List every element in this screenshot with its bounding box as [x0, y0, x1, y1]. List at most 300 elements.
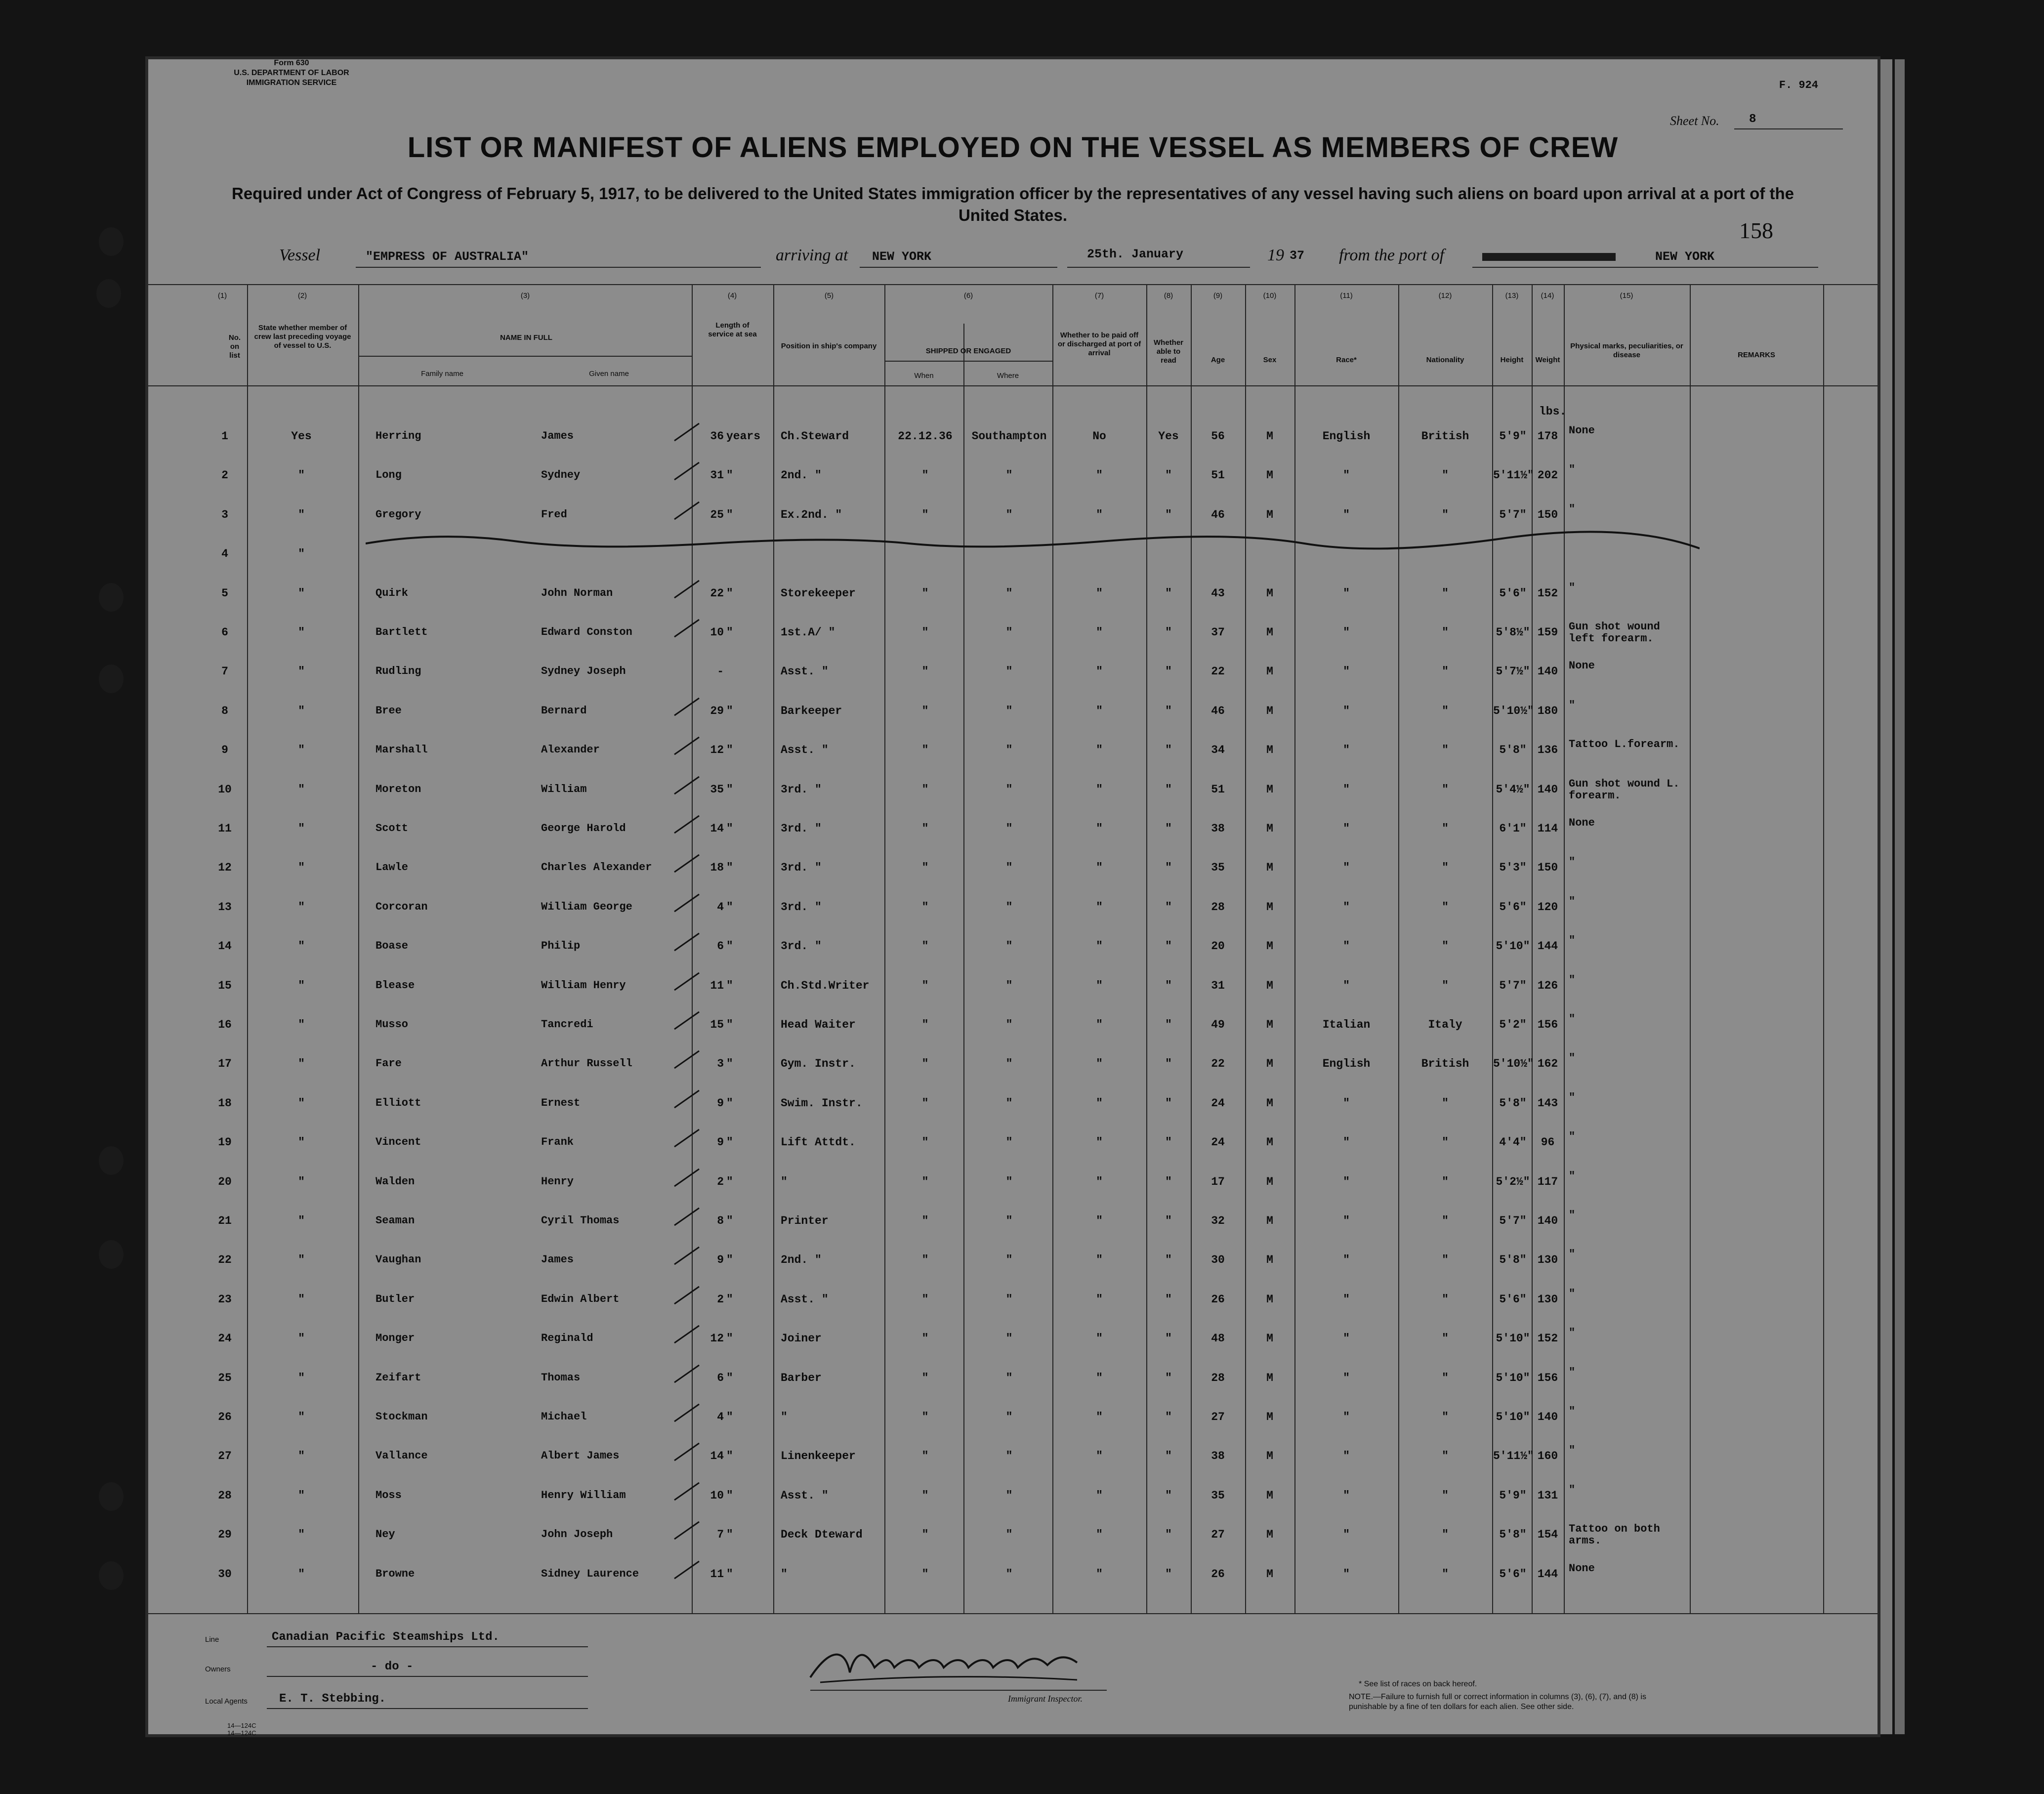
shipped-where-cell: "	[1005, 1293, 1013, 1306]
inspector-signature	[800, 1638, 1107, 1692]
service-cell: 36	[710, 430, 724, 443]
line-underline	[267, 1646, 588, 1647]
shipped-when-cell: "	[921, 469, 929, 482]
state-cell: "	[298, 1136, 305, 1149]
col-number-13: (13)	[1505, 292, 1519, 300]
given-name-cell: Charles Alexander	[541, 861, 652, 874]
row-number: 15	[218, 979, 232, 992]
table-bottom-border	[148, 1613, 1877, 1614]
service-unit-cell: "	[726, 783, 733, 796]
shipped-where-cell: "	[1005, 626, 1013, 639]
race-cell: "	[1343, 1253, 1350, 1267]
state-cell: "	[298, 1096, 305, 1110]
check-mark	[672, 852, 702, 877]
sheet-label: Sheet No.	[1670, 114, 1719, 128]
physical-cell: None	[1569, 1562, 1595, 1575]
row-number: 8	[221, 704, 228, 717]
able-read-cell: "	[1165, 1057, 1172, 1071]
position-cell: 3rd. "	[781, 822, 822, 835]
header-where: Where	[997, 372, 1019, 380]
family-name-cell: Seaman	[375, 1214, 415, 1227]
shipped-when-cell: "	[921, 900, 929, 914]
state-cell: "	[298, 1175, 305, 1188]
given-name-cell: Sidney Laurence	[541, 1567, 639, 1580]
shipped-where-cell: "	[1005, 469, 1013, 482]
given-name-cell: George Harold	[541, 822, 626, 834]
position-cell: Printer	[781, 1214, 829, 1227]
race-cell: "	[1343, 508, 1350, 521]
weight-cell: 117	[1537, 1175, 1558, 1188]
col-number-4: (4)	[727, 292, 737, 300]
header-shipped: SHIPPED OR ENGAGED	[925, 347, 1011, 355]
position-cell: Head Waiter	[781, 1018, 856, 1031]
height-cell: 5'10½"	[1493, 1057, 1534, 1071]
able-read-cell: "	[1165, 1214, 1172, 1227]
service-unit-cell: "	[726, 1528, 733, 1542]
row-number: 29	[218, 1528, 232, 1542]
service: IMMIGRATION SERVICE	[246, 79, 337, 87]
age-cell: 35	[1211, 861, 1225, 875]
check-mark	[672, 774, 702, 799]
state-cell: "	[298, 1253, 305, 1267]
physical-cell: None	[1569, 424, 1595, 437]
service-cell: 10	[710, 626, 724, 639]
service-unit-cell: "	[726, 1450, 733, 1463]
inspector-label: Immigrant Inspector.	[1008, 1694, 1083, 1704]
arrival-date: 25th. January	[1087, 247, 1184, 261]
physical-cell: "	[1569, 1405, 1576, 1418]
given-name-cell: Alexander	[541, 744, 600, 756]
shipped-when-cell: "	[921, 822, 929, 835]
shipped-where-cell: "	[1005, 744, 1013, 757]
service-cell: -	[717, 665, 724, 678]
shipped-where-cell: "	[1005, 1096, 1013, 1110]
shipped-when-cell: "	[921, 744, 929, 757]
nationality-cell: "	[1442, 1567, 1449, 1581]
header-weight: Weight	[1535, 356, 1560, 364]
col-sep	[358, 284, 359, 1613]
state-cell: "	[298, 1528, 305, 1542]
nationality-cell: "	[1442, 665, 1449, 678]
paid-off-cell: "	[1096, 1528, 1103, 1542]
col-sep	[773, 284, 774, 1613]
physical-cell: "	[1569, 1169, 1576, 1182]
height-cell: 5'9"	[1499, 1489, 1527, 1502]
position-cell: Asst. "	[781, 1489, 829, 1502]
height-cell: 5'6"	[1499, 586, 1527, 600]
check-mark	[672, 1284, 702, 1309]
weight-cell: 140	[1537, 1214, 1558, 1227]
row-number: 28	[218, 1489, 232, 1502]
weight-cell: 156	[1537, 1371, 1558, 1384]
race-cell: "	[1343, 783, 1350, 796]
binder-hole	[96, 279, 121, 308]
paid-off-cell: "	[1096, 861, 1103, 875]
service-unit-cell: "	[726, 1057, 733, 1071]
nationality-cell: "	[1442, 1136, 1449, 1149]
height-cell: 5'10"	[1496, 1411, 1530, 1423]
arriving-port: NEW YORK	[872, 250, 932, 264]
state-cell: "	[298, 1018, 305, 1031]
sex-cell: M	[1266, 430, 1273, 443]
shipped-when-cell: "	[921, 1214, 929, 1227]
height-cell: 4'4"	[1499, 1136, 1527, 1149]
family-name-cell: Marshall	[375, 744, 428, 756]
service-unit-cell: "	[726, 1332, 733, 1345]
height-cell: 5'4½"	[1496, 783, 1530, 796]
weight-cell: 160	[1537, 1450, 1558, 1463]
print-code-1: 14—124C	[227, 1722, 256, 1729]
service-cell: 9	[717, 1096, 724, 1110]
state-cell: "	[298, 1214, 305, 1227]
service-unit-cell: "	[726, 940, 733, 953]
given-name-cell: Albert James	[541, 1450, 620, 1462]
check-mark	[672, 1206, 702, 1230]
state-cell: "	[298, 861, 305, 875]
able-read-cell: "	[1165, 586, 1172, 600]
weight-cell: 143	[1537, 1096, 1558, 1110]
paid-off-cell: "	[1096, 626, 1103, 639]
nationality-cell: "	[1442, 586, 1449, 600]
service-cell: 2	[717, 1293, 724, 1306]
paid-off-cell: "	[1096, 1489, 1103, 1502]
check-mark	[672, 1088, 702, 1113]
shipped-when-cell: "	[921, 704, 929, 717]
height-cell: 5'8"	[1499, 1528, 1527, 1542]
sex-cell: M	[1266, 586, 1273, 600]
nationality-cell: "	[1442, 1411, 1449, 1423]
race-cell: "	[1343, 1214, 1350, 1227]
nationality-cell: Italy	[1428, 1018, 1462, 1031]
row-number: 2	[221, 469, 228, 482]
service-unit-cell: "	[726, 1253, 733, 1267]
race-cell: "	[1343, 861, 1350, 875]
weight-cell: 140	[1537, 783, 1558, 796]
weight-cell: 202	[1537, 469, 1558, 482]
sheet-number: 8	[1749, 113, 1756, 126]
paid-off-cell: "	[1096, 665, 1103, 678]
row-number: 11	[218, 822, 232, 835]
shipped-where-cell: "	[1005, 1214, 1013, 1227]
from-port: NEW YORK	[1655, 250, 1715, 264]
race-cell: "	[1343, 704, 1350, 717]
check-mark	[672, 1127, 702, 1152]
service-unit-cell: "	[726, 469, 733, 482]
weight-cell: 131	[1537, 1489, 1558, 1502]
family-name-cell: Vallance	[375, 1450, 428, 1462]
service-cell: 29	[710, 704, 724, 717]
family-name-cell: Fare	[375, 1057, 402, 1070]
given-name-cell: Cyril Thomas	[541, 1214, 620, 1227]
height-cell: 5'7"	[1499, 1214, 1527, 1227]
row-number: 16	[218, 1018, 232, 1031]
binder-hole	[99, 227, 124, 256]
able-read-cell: "	[1165, 665, 1172, 678]
service-cell: 18	[710, 861, 724, 875]
row-number: 4	[221, 547, 228, 561]
race-cell: "	[1343, 900, 1350, 914]
row-number: 24	[218, 1332, 232, 1345]
height-cell: 5'7"	[1499, 979, 1527, 992]
nationality-cell: "	[1442, 1371, 1449, 1384]
paid-off-cell: "	[1096, 586, 1103, 600]
weight-cell: 96	[1541, 1136, 1555, 1149]
service-unit-cell: "	[726, 1214, 733, 1227]
physical-cell: "	[1569, 463, 1576, 476]
able-read-cell: "	[1165, 1332, 1172, 1345]
shipped-when-cell: "	[921, 1057, 929, 1071]
page-title: LIST OR MANIFEST OF ALIENS EMPLOYED ON THE VESSEL AS MEMBERS OF CREW	[407, 131, 1619, 164]
given-name-cell: Henry William	[541, 1489, 626, 1502]
shipped-where-cell: "	[1005, 900, 1013, 914]
line-label: Line	[205, 1635, 219, 1644]
col-number-1: (1)	[217, 292, 227, 300]
physical-cell: "	[1569, 1130, 1576, 1143]
physical-cell: "	[1569, 699, 1576, 711]
service-unit-cell: years	[726, 430, 761, 443]
agents-value: E. T. Stebbing.	[279, 1692, 386, 1706]
physical-cell: "	[1569, 1366, 1576, 1378]
given-name-cell: Thomas	[541, 1371, 581, 1384]
shipped-when-cell: "	[921, 861, 929, 875]
race-note: * See list of races on back hereof.	[1359, 1680, 1477, 1688]
family-name-cell: Long	[375, 469, 402, 482]
height-cell: 5'10½"	[1493, 704, 1534, 717]
family-name-cell: Scott	[375, 822, 409, 834]
nationality-cell: "	[1442, 1489, 1449, 1502]
weight-cell: 152	[1537, 1332, 1558, 1345]
family-name-cell: Boase	[375, 940, 409, 953]
given-name-cell: Bernard	[541, 704, 587, 717]
able-read-cell: "	[1165, 1253, 1172, 1267]
service-unit-cell: "	[726, 744, 733, 757]
header-family-name: Family name	[421, 370, 463, 378]
col-sep	[884, 284, 885, 1613]
year-prefix: 19	[1267, 246, 1284, 264]
sex-cell: M	[1266, 469, 1273, 482]
col-number-7: (7)	[1094, 292, 1104, 300]
paid-off-cell: "	[1096, 1136, 1103, 1149]
given-name-cell: Sydney	[541, 469, 581, 482]
header-remarks: REMARKS	[1738, 351, 1775, 359]
vessel-underline	[356, 267, 761, 268]
height-cell: 5'7½"	[1496, 665, 1530, 678]
able-read-cell: "	[1165, 1293, 1172, 1306]
check-mark	[672, 617, 702, 642]
nationality-cell: "	[1442, 744, 1449, 757]
height-cell: 5'10"	[1496, 1371, 1530, 1384]
row-number: 9	[221, 744, 228, 757]
col-number-12: (12)	[1438, 292, 1452, 300]
able-read-cell: "	[1165, 822, 1172, 835]
shipped-where-cell: "	[1005, 861, 1013, 875]
check-mark	[672, 735, 702, 759]
service-cell: 7	[717, 1528, 724, 1542]
header-paid-off: Whether to be paid off or discharged at port of arrival	[1057, 331, 1141, 357]
shipped-when-cell: "	[921, 940, 929, 953]
col-sep	[1823, 284, 1824, 1613]
col-number-5: (5)	[824, 292, 834, 300]
age-cell: 27	[1211, 1411, 1225, 1423]
able-read-cell: "	[1165, 979, 1172, 992]
height-cell: 5'8"	[1499, 1253, 1527, 1267]
row-number: 21	[218, 1214, 232, 1227]
form-no: Form 630	[274, 59, 309, 67]
check-mark	[672, 1167, 702, 1191]
shipped-where-cell: "	[1005, 508, 1013, 521]
state-cell: "	[298, 704, 305, 717]
height-cell: 5'10"	[1496, 940, 1530, 953]
position-cell: Ex.2nd. "	[781, 508, 842, 521]
physical-cell: "	[1569, 1013, 1576, 1025]
race-cell: "	[1343, 1567, 1350, 1581]
age-cell: 30	[1211, 1253, 1225, 1267]
row-number: 5	[221, 586, 228, 600]
position-cell: Ch.Steward	[781, 430, 849, 443]
nationality-cell: "	[1442, 783, 1449, 796]
check-mark	[672, 1009, 702, 1034]
age-cell: 38	[1211, 1450, 1225, 1463]
paid-off-cell: "	[1096, 704, 1103, 717]
header-state: State whether member of crew last preceding voyage of vessel to U.S.	[254, 324, 351, 350]
age-cell: 22	[1211, 665, 1225, 678]
print-code-2: 14—124C	[227, 1729, 256, 1737]
weight-cell: 144	[1537, 1567, 1558, 1581]
able-read-cell: "	[1165, 508, 1172, 521]
age-cell: 38	[1211, 822, 1225, 835]
check-mark	[672, 421, 702, 446]
service-unit-cell: "	[726, 1411, 733, 1423]
nationality-cell: "	[1442, 469, 1449, 482]
height-cell: 5'9"	[1499, 430, 1527, 443]
race-cell: "	[1343, 1175, 1350, 1188]
header-height: Height	[1500, 356, 1524, 364]
able-read-cell: "	[1165, 1018, 1172, 1031]
check-mark	[672, 1245, 702, 1269]
header-able-read: Whether able to read	[1154, 338, 1183, 365]
service-unit-cell: "	[726, 1567, 733, 1581]
check-mark	[672, 892, 702, 917]
weight-cell: 178	[1537, 430, 1558, 443]
position-cell: Asst. "	[781, 744, 829, 757]
struck-port	[1482, 253, 1616, 261]
col-number-9: (9)	[1213, 292, 1223, 300]
race-cell: "	[1343, 1332, 1350, 1345]
nationality-cell: "	[1442, 861, 1449, 875]
age-cell: 20	[1211, 940, 1225, 953]
nationality-cell: "	[1442, 626, 1449, 639]
service-unit-cell: "	[726, 1018, 733, 1031]
nationality-cell: "	[1442, 1175, 1449, 1188]
race-cell: Italian	[1322, 1018, 1371, 1031]
binder-hole	[99, 665, 124, 693]
position-cell: Swim. Instr.	[781, 1096, 863, 1110]
given-name-cell: James	[541, 430, 574, 442]
weight-cell: 120	[1537, 900, 1558, 914]
row-number: 20	[218, 1175, 232, 1188]
service-cell: 31	[710, 469, 724, 482]
col-sep	[963, 324, 964, 1613]
given-name-cell: William Henry	[541, 979, 626, 992]
page-edge	[1877, 59, 1892, 1734]
given-name-cell: James	[541, 1253, 574, 1266]
position-cell: Barkeeper	[781, 704, 842, 717]
paid-off-cell: "	[1096, 1253, 1103, 1267]
col-sep	[247, 284, 248, 1613]
service-cell: 22	[710, 586, 724, 600]
shipped-where-cell: "	[1005, 1057, 1013, 1071]
service-cell: 9	[717, 1136, 724, 1149]
paid-off-cell: "	[1096, 1214, 1103, 1227]
race-cell: "	[1343, 1096, 1350, 1110]
given-name-cell: William	[541, 783, 587, 795]
paid-off-cell: "	[1096, 979, 1103, 992]
col-number-15: (15)	[1620, 292, 1633, 300]
row-number: 3	[221, 508, 228, 521]
family-name-cell: Ney	[375, 1528, 395, 1541]
agents-label: Local Agents	[205, 1697, 248, 1706]
shipped-when-cell: "	[921, 783, 929, 796]
position-cell: Gym. Instr.	[781, 1057, 856, 1071]
nationality-cell: "	[1442, 1214, 1449, 1227]
shipped-where-cell: "	[1005, 1332, 1013, 1345]
able-read-cell: "	[1165, 704, 1172, 717]
check-mark	[672, 460, 702, 485]
weight-cell: 114	[1537, 822, 1558, 835]
weight-cell: 150	[1537, 861, 1558, 875]
height-cell: 5'8"	[1499, 1096, 1527, 1110]
physical-cell: "	[1569, 1209, 1576, 1221]
col-number-8: (8)	[1164, 292, 1173, 300]
sex-cell: M	[1266, 1214, 1273, 1227]
col-number-2: (2)	[297, 292, 307, 300]
nationality-cell: "	[1442, 1528, 1449, 1542]
family-name-cell: Zeifart	[375, 1371, 421, 1384]
form-number	[217, 58, 366, 88]
owners-label: Owners	[205, 1665, 231, 1673]
header-nationality: Nationality	[1426, 356, 1464, 364]
able-read-cell: "	[1165, 1411, 1172, 1423]
nationality-cell: "	[1442, 704, 1449, 717]
shipped-when-cell: "	[921, 665, 929, 678]
age-cell: 26	[1211, 1293, 1225, 1306]
family-name-cell: Stockman	[375, 1411, 428, 1423]
col-sep	[1564, 284, 1565, 1613]
check-mark	[672, 578, 702, 603]
family-name-cell: Bree	[375, 704, 402, 717]
sex-cell: M	[1266, 1057, 1273, 1071]
able-read-cell: "	[1165, 783, 1172, 796]
shipped-when-cell: "	[921, 508, 929, 521]
weight-cell: 180	[1537, 704, 1558, 717]
sex-cell: M	[1266, 822, 1273, 835]
height-cell: 5'11½"	[1493, 1450, 1534, 1463]
service-unit-cell: "	[726, 1371, 733, 1384]
service-cell: 4	[717, 900, 724, 914]
sex-cell: M	[1266, 1489, 1273, 1502]
family-name-cell: Gregory	[375, 508, 421, 521]
state-cell: "	[298, 469, 305, 482]
row-number: 17	[218, 1057, 232, 1071]
shipped-where-cell: "	[1005, 1018, 1013, 1031]
service-unit-cell: "	[726, 900, 733, 914]
sex-cell: M	[1266, 1136, 1273, 1149]
able-read-cell: "	[1165, 1096, 1172, 1110]
check-mark	[672, 1402, 702, 1426]
nationality-cell: "	[1442, 979, 1449, 992]
position-cell: 3rd. "	[781, 940, 822, 953]
given-name-cell: Edwin Albert	[541, 1293, 620, 1305]
